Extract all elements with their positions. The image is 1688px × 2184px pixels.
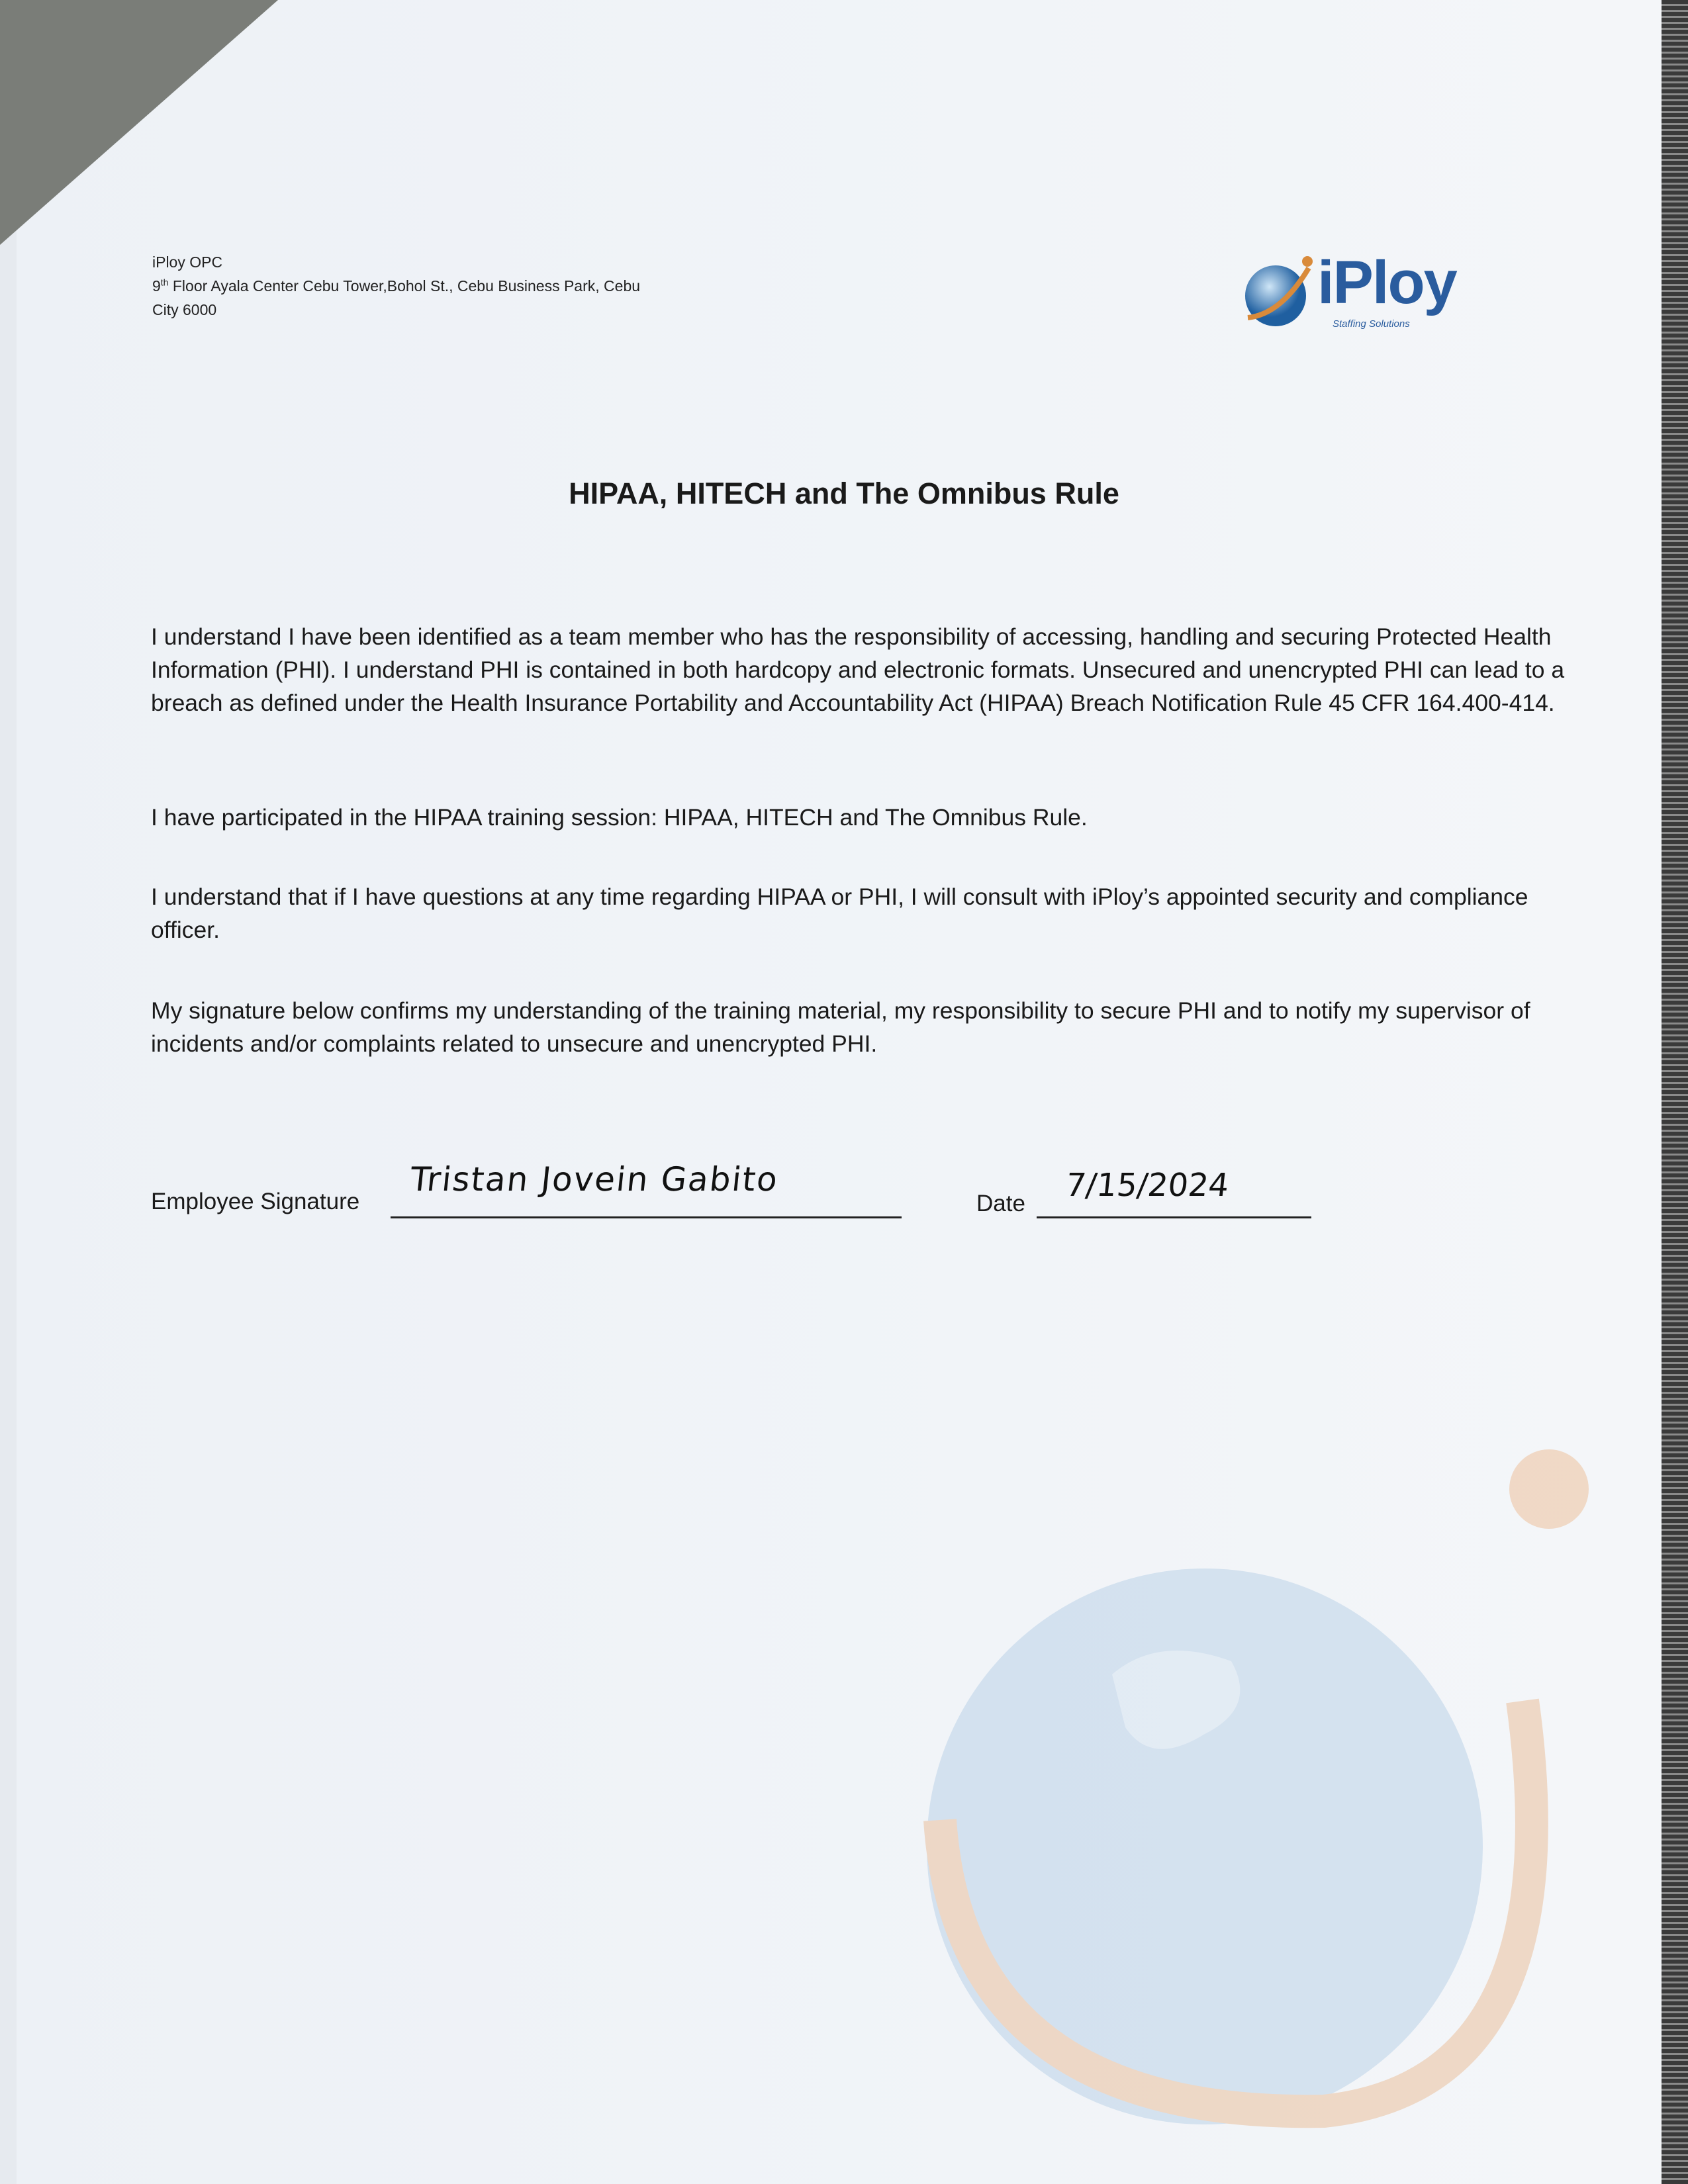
paragraph-training: I have participated in the HIPAA training session: HIPAA, HITECH and The Omnibus Rule. [151,804,1088,831]
paragraph-confirmation: My signature below confirms my understanding of the training material, my responsibility to secure PHI and to notify my supervisor of incidents and/or complaints related to unsecure and unencrypted PHI. [151,997,1530,1057]
address-line-2: City 6000 [152,301,217,318]
floor-suffix: th [160,277,169,288]
handwritten-signature: Tristan Jovein Gabito [408,1160,780,1199]
signature-line [391,1216,902,1218]
paragraph-responsibility: I understand I have been identified as a team member who has the responsibility of accessing, handling and securing Protected Health Information (PHI). I understand PHI is contained in both hardcopy and electronic formats. Unsecured and unencrypted PHI can lead to a breach as defined under the Health Insurance Portability and Accountability Act (HIPAA) Breach Notification Rule 45 CFR 164.400-414. [151,623,1565,716]
logo-wordmark: iPloy [1317,249,1456,316]
globe-icon [1235,255,1321,334]
scan-right-edge [1662,0,1688,2184]
handwritten-date: 7/15/2024 [1064,1167,1231,1204]
globe-watermark-icon [861,1423,1622,2151]
logo-tagline: Staffing Solutions [1333,318,1410,330]
address-street: Floor Ayala Center Cebu Tower,Bohol St., Cebu Business Park, Cebu [168,277,641,295]
address-line-1 [152,274,640,298]
date-label: Date [976,1191,1025,1216]
company-name: iPloy OPC [152,253,223,271]
iploy-logo [1235,249,1486,341]
date-line [1037,1216,1311,1218]
company-address [152,250,640,322]
scan-folded-corner [0,0,278,245]
signature-label: Employee Signature [151,1189,360,1214]
paragraph-questions: I understand that if I have questions at any time regarding HIPAA or PHI, I will consult with iPloy’s appointed security and compliance officer. [151,884,1528,943]
floor-number: 9 [152,277,161,295]
document-title: HIPAA, HITECH and The Omnibus Rule [569,477,1119,510]
scan-left-margin [0,0,17,2184]
